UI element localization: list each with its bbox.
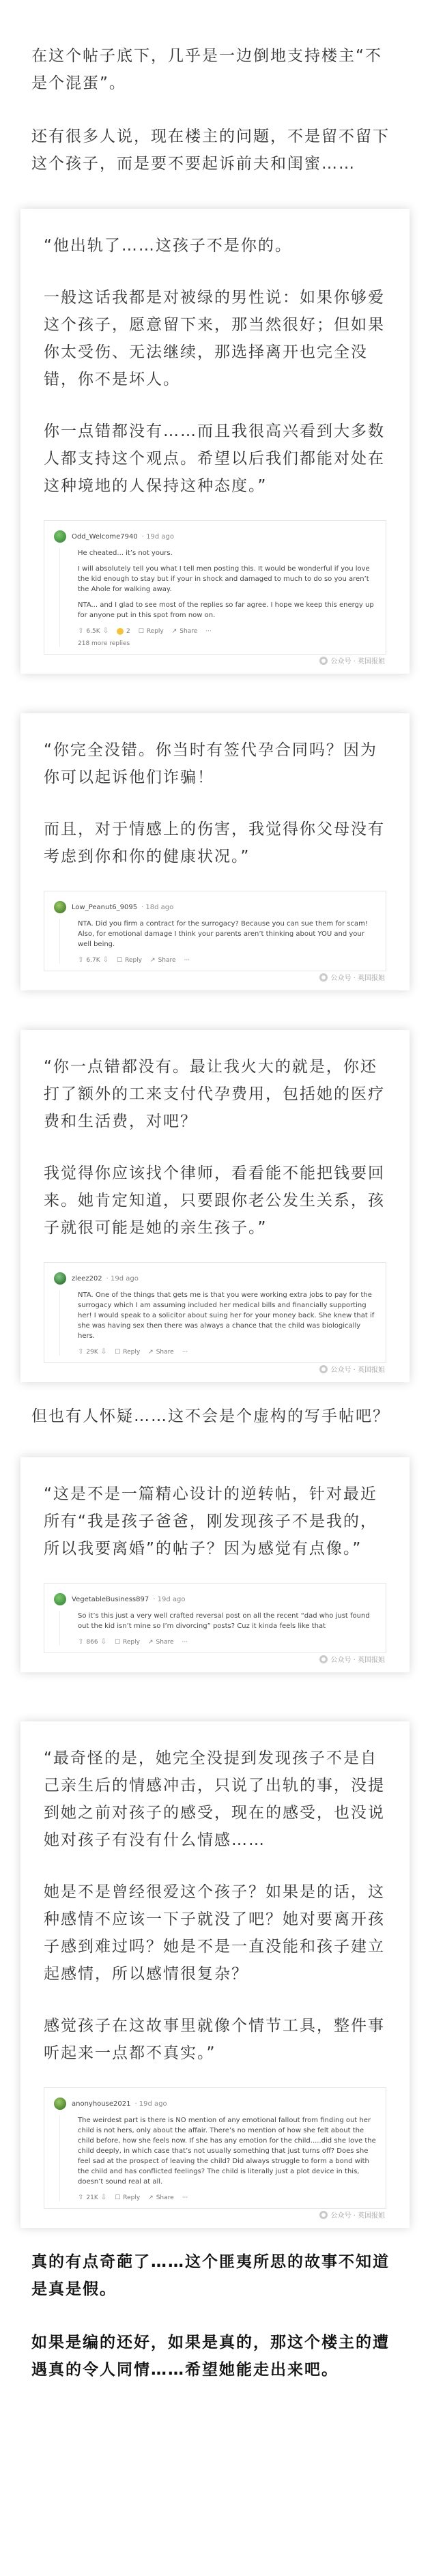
wechat-icon — [319, 1655, 328, 1663]
watermark-text: 公众号 · 英国报姐 — [330, 975, 385, 982]
upvote-icon: ⇧ — [78, 627, 84, 635]
reddit-comment-screenshot — [44, 520, 386, 655]
more-options-icon: ··· — [184, 956, 190, 964]
quote-text: 你一点错都没有……而且我很高兴看到大多数人都支持这个观点。希望以后我们都能对处在这种境地的人保持这种态度。” — [44, 423, 385, 495]
reddit-comment-screenshot — [44, 1262, 386, 1363]
reply-label: Reply — [123, 1348, 141, 1356]
vote-count: 6.5K — [86, 627, 100, 635]
comment-time: · 18d ago — [141, 903, 174, 911]
reply-label: Reply — [125, 956, 143, 964]
watermark — [319, 1654, 385, 1664]
username: Low_Peanut6_9095 — [72, 903, 138, 911]
comment-actions — [78, 2194, 376, 2201]
comment-header — [54, 1271, 376, 1286]
downvote-icon: ⇩ — [100, 1638, 106, 1646]
comment-actions — [78, 956, 376, 964]
vote-count: 21K — [86, 2194, 98, 2201]
share-icon: ↗ — [147, 1638, 154, 1646]
comment-actions — [78, 627, 376, 635]
comment-time: · 19d ago — [134, 2100, 167, 2108]
comment-body — [59, 1611, 376, 1646]
vote-control — [78, 1348, 106, 1356]
reddit-comment-screenshot — [44, 891, 386, 971]
share-action — [150, 957, 176, 964]
comment-icon: ☐ — [117, 956, 123, 964]
share-icon: ↗ — [148, 2194, 154, 2201]
more-options-icon: ··· — [182, 2194, 188, 2201]
comment-body — [59, 548, 376, 647]
watermark-text: 公众号 · 英国报姐 — [330, 1366, 385, 1374]
share-icon: ↗ — [148, 1348, 154, 1356]
mid-paragraph: 但也有人怀疑……这不会是个虚构的写手帖吧？ — [31, 1407, 390, 1425]
wechat-icon — [319, 1365, 328, 1373]
comment-body — [59, 919, 376, 964]
watermark-text: 公众号 · 英国报姐 — [330, 2212, 385, 2220]
comment-line: NTA. One of the things that gets me is that you were working extra jobs to pay for the surrogacy which I am assuming included her medical bills and financially supporting her! I would speak to a solicitor about suing her for your money back. She knew that if she was having sex then there was always a chance that the child was biologically hers. — [78, 1291, 375, 1340]
quote-text: “最奇怪的是，她完全没提到发现孩子不是自己亲生后的情感冲击，只说了出轨的事，没提到她之前对孩子的感受，现在的感受，也没说她对孩子有没有什么情感…… — [44, 1749, 385, 1849]
avatar — [54, 530, 66, 543]
upvote-icon: ⇧ — [78, 956, 84, 964]
quote-text: “你一点错都没有。最让我火大的就是，你还打了额外的工来支付代孕费用，包括她的医疗费和生活费，对吧？ — [44, 1058, 385, 1130]
vote-control — [78, 956, 109, 964]
reply-action — [115, 1349, 140, 1356]
username: anonyhouse2021 — [72, 2100, 131, 2108]
vote-count: 6.7K — [86, 956, 100, 964]
avatar — [54, 1272, 66, 1285]
vote-control — [78, 1638, 106, 1646]
comment-header — [54, 2096, 376, 2111]
outro-paragraph-2: 如果是编的还好，如果是真的，那这个楼主的遭遇真的令人同情……希望她能走出来吧。 — [31, 2334, 390, 2379]
downvote-icon: ⇩ — [102, 627, 109, 635]
comment-icon: ☐ — [138, 627, 144, 635]
comment-time: · 19d ago — [153, 1595, 186, 1603]
share-label: Share — [156, 2194, 174, 2201]
quote-text: 感觉孩子在这故事里就像个情节工具，整件事听起来一点都不真实。” — [44, 2017, 385, 2062]
comment-line: The weirdest part is there is NO mention of any emotional fallout from finding out her child is not hers, only about the affair. There’s no mention of how she felt about the child before, how she feels now. If she has any emotion for the child.....did she love the child deeply, in which case that’s not usually something that just turns off? Does she feel sad at the prospect of leaving the child? Did always struggle to form a bond with the child and has conflicted feelings? The child is literally just a plot device in this, doesn’t sound real at all. — [78, 2117, 376, 2186]
comment-icon: ☐ — [115, 2194, 121, 2201]
avatar — [54, 2098, 66, 2110]
reply-action — [117, 957, 142, 964]
more-options-icon: ··· — [182, 1348, 188, 1356]
avatar — [54, 901, 66, 913]
vote-control — [78, 627, 109, 635]
wechat-icon — [319, 657, 328, 665]
award-icon — [117, 628, 124, 635]
watermark — [319, 972, 385, 982]
reply-action — [139, 628, 164, 635]
intro-paragraph-2: 还有很多人说，现在楼主的问题，不是留不留下这个孩子，而是要不要起诉前夫和闺蜜…… — [31, 128, 390, 173]
share-icon: ↗ — [171, 627, 177, 635]
reply-label: Reply — [146, 627, 164, 635]
username: zleez202 — [72, 1274, 102, 1283]
comment-header — [54, 900, 376, 915]
share-label: Share — [158, 956, 176, 964]
quote-card-3 — [20, 1030, 410, 1382]
comment-line: So it’s this just a very well crafted reversal post on all the recent “dad who just found out the kid isn’t mine so I’m divorcing” posts? Cuz it kinda feels like that — [78, 1612, 370, 1630]
award-badge — [117, 628, 130, 635]
share-label: Share — [156, 1348, 174, 1356]
share-action — [148, 2194, 174, 2201]
comment-body — [59, 2115, 376, 2201]
award-count: 2 — [126, 627, 130, 635]
vote-count: 866 — [86, 1638, 98, 1646]
reply-action — [115, 2194, 140, 2201]
share-label: Share — [156, 1638, 174, 1646]
comment-line: He cheated... it’s not yours. — [78, 549, 173, 557]
share-action — [148, 1349, 174, 1356]
quote-text: 我觉得你应该找个律师，看看能不能把钱要回来。她肯定知道，只要跟你老公发生关系，孩子就很可能是她的亲生孩子。” — [44, 1164, 385, 1237]
intro-paragraph-1: 在这个帖子底下，几乎是一边倒地支持楼主“不是个混蛋”。 — [31, 47, 382, 92]
watermark-text: 公众号 · 英国报姐 — [330, 1657, 385, 1664]
share-label: Share — [180, 627, 198, 635]
quote-text: 她是不是曾经很爱这个孩子？如果是的话，这种感情不应该一下子就没了吧？她对要离开孩子感到难过吗？她是不是一直没能和孩子建立起感情，所以感情很复杂？ — [44, 1883, 385, 1983]
downvote-icon: ⇩ — [102, 956, 109, 964]
more-options-icon: ··· — [182, 1638, 188, 1646]
reply-label: Reply — [123, 1638, 140, 1646]
wechat-icon — [319, 973, 328, 982]
quote-card-5 — [20, 1721, 410, 2228]
outro-paragraph-1: 真的有点奇葩了……这个匪夷所思的故事不知道是真是假。 — [31, 2253, 390, 2298]
share-icon: ↗ — [150, 956, 156, 964]
comment-header — [54, 1592, 376, 1607]
comment-header — [54, 529, 376, 544]
watermark — [319, 655, 385, 666]
downvote-icon: ⇩ — [100, 2194, 107, 2201]
comment-time: · 19d ago — [141, 532, 174, 541]
wechat-icon — [319, 2211, 328, 2219]
comment-line: NTA... and I glad to see most of the replies so far agree. I hope we keep this energy up for anyone put in this spot from now on. — [78, 601, 374, 619]
comment-icon: ☐ — [114, 1638, 121, 1646]
quote-text: 一般这话我都是对被绿的男性说：如果你够爱这个孩子，愿意留下来，那当然很好；但如果你太受伤、无法继续，那选择离开也完全没错，你不是坏人。 — [44, 289, 385, 388]
more-replies-link: 218 more replies — [78, 640, 130, 647]
comment-line: I will absolutely tell you what I tell men posting this. It would be wonderful if you love the kid enough to stay but if your in shock and damaged to much to do so you aren’t the Ahole for walking away. — [78, 565, 370, 593]
reddit-comment-screenshot — [44, 2087, 386, 2209]
vote-control — [78, 2194, 106, 2201]
upvote-icon: ⇧ — [78, 1638, 84, 1646]
username: Odd_Welcome7940 — [72, 532, 138, 541]
share-action — [148, 1639, 174, 1646]
comment-body — [59, 1290, 376, 1356]
watermark — [319, 1364, 385, 1374]
quote-text: “这是不是一篇精心设计的逆转帖，针对最近所有“我是孩子爸爸，刚发现孩子不是我的，所以我要离婚”的帖子？因为感觉有点像。” — [44, 1485, 377, 1558]
comment-line: NTA. Did you firm a contract for the surrogacy? Because you can sue them for scam! Also, for emotional damage I think your parents aren’t thinking about YOU and your well being. — [78, 920, 368, 948]
upvote-icon: ⇧ — [78, 1348, 84, 1356]
quote-text: “你完全没错。你当时有签代孕合同吗？因为你可以起诉他们诈骗！ — [44, 741, 377, 786]
comment-actions — [78, 1638, 376, 1646]
watermark — [319, 2209, 385, 2220]
quote-card-4 — [20, 1457, 410, 1672]
reddit-comment-screenshot — [44, 1583, 386, 1653]
username: VegetableBusiness897 — [72, 1595, 149, 1603]
comment-time: · 19d ago — [106, 1274, 139, 1283]
downvote-icon: ⇩ — [100, 1348, 107, 1356]
comment-icon: ☐ — [115, 1348, 121, 1356]
watermark-text: 公众号 · 英国报姐 — [330, 658, 385, 666]
share-action — [172, 628, 198, 635]
quote-card-2 — [20, 713, 410, 990]
reply-action — [115, 1639, 140, 1646]
reply-label: Reply — [123, 2194, 141, 2201]
upvote-icon: ⇧ — [78, 2194, 84, 2201]
more-options-icon: ··· — [205, 627, 212, 635]
quote-text: “他出轨了……这孩子不是你的。 — [44, 237, 292, 255]
quote-card-1 — [20, 209, 410, 674]
comment-actions — [78, 1348, 376, 1356]
vote-count: 29K — [86, 1348, 98, 1356]
avatar — [54, 1593, 66, 1605]
quote-text: 而且，对于情感上的伤害，我觉得你父母没有考虑到你和你的健康状况。” — [44, 820, 385, 865]
